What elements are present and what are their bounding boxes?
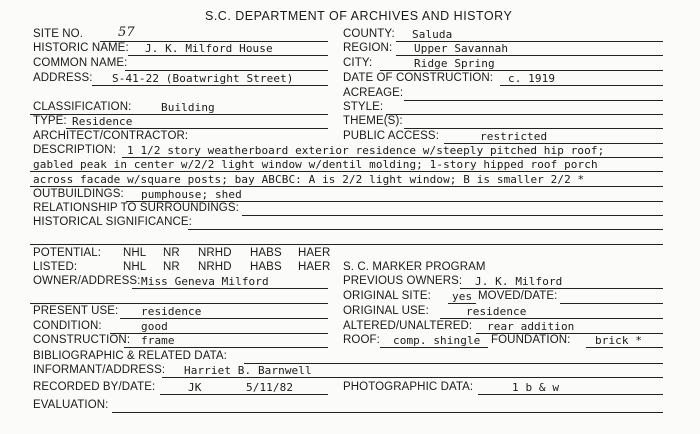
roof-line — [380, 347, 488, 348]
outbuildings-value[interactable]: pumphouse; shed — [141, 188, 242, 201]
significance-line-2 — [30, 244, 663, 245]
address-label: ADDRESS: — [33, 72, 93, 84]
city-line — [380, 70, 663, 71]
listed-label: LISTED: — [33, 261, 78, 273]
classification-label: CLASSIFICATION: — [33, 101, 132, 113]
recorded-label: RECORDED BY/DATE: — [33, 381, 156, 393]
description-label: DESCRIPTION: — [33, 144, 116, 156]
roof-value[interactable]: comp. shingle — [393, 334, 481, 347]
photographic-value[interactable]: 1 b & w — [512, 381, 560, 394]
bibliographic-label: BIBLIOGRAPHIC & RELATED DATA: — [33, 350, 227, 362]
condition-label: CONDITION: — [33, 320, 102, 332]
style-line — [386, 114, 663, 115]
style-label: STYLE: — [343, 101, 384, 113]
address-value[interactable]: S-41-22 (Boatwright Street) — [112, 72, 294, 85]
condition-value[interactable]: good — [141, 320, 168, 333]
informant-label: INFORMANT/ADDRESS: — [33, 364, 166, 376]
listed-nrhd[interactable]: NRHD — [198, 261, 232, 273]
informant-value[interactable]: Harriet B. Barnwell — [184, 364, 312, 377]
region-value[interactable]: Upper Savannah — [414, 42, 509, 55]
type-line — [66, 128, 328, 129]
previous-owners-line — [460, 288, 663, 289]
description-rule-2 — [30, 171, 663, 172]
classification-value[interactable]: Building — [161, 101, 215, 114]
construction-value[interactable]: frame — [141, 334, 175, 347]
date-construction-line — [500, 85, 663, 86]
architect-label: ARCHITECT/CONTRACTOR: — [33, 130, 189, 142]
original-site-label: ORIGINAL SITE: — [343, 290, 431, 302]
region-label: REGION: — [343, 42, 393, 54]
common-name-label: COMMON NAME: — [33, 57, 128, 69]
potential-haer[interactable]: HAER — [298, 247, 331, 259]
type-value[interactable]: Residence — [72, 115, 133, 128]
original-use-label: ORIGINAL USE: — [343, 305, 429, 317]
theme-label: THEME(S): — [343, 115, 403, 127]
listed-nr[interactable]: NR — [163, 261, 180, 273]
potential-nr[interactable]: NR — [163, 247, 180, 259]
acreage-label: ACREAGE: — [343, 87, 404, 99]
foundation-label: FOUNDATION: — [491, 334, 571, 346]
listed-nhl[interactable]: NHL — [123, 261, 147, 273]
listed-haer[interactable]: HAER — [298, 261, 331, 273]
foundation-value[interactable]: brick * — [595, 334, 643, 347]
construction-line — [124, 347, 328, 348]
evaluation-label: EVALUATION: — [33, 399, 109, 411]
roof-label: ROOF: — [343, 334, 380, 346]
previous-owners-value[interactable]: J. K. Milford — [475, 275, 563, 288]
owner-value[interactable]: Miss Geneva Milford — [141, 275, 269, 288]
date-construction-value[interactable]: c. 1919 — [508, 72, 556, 85]
moved-date-label: MOVED/DATE: — [478, 290, 558, 302]
significance-label: HISTORICAL SIGNIFICANCE: — [33, 216, 192, 228]
public-access-label: PUBLIC ACCESS: — [343, 130, 439, 142]
original-use-value[interactable]: residence — [466, 305, 527, 318]
previous-owners-label: PREVIOUS OWNERS: — [343, 275, 463, 287]
description-line-2[interactable]: gabled peak in center w/2/2 light window w/dentil molding; 1-story hipped roof porch — [33, 158, 598, 171]
county-value[interactable]: Saluda — [412, 28, 453, 41]
original-use-line — [440, 318, 663, 319]
description-line-1[interactable]: 1 1/2 story weatherboard exterior residence w/steeply pitched hip roof; — [127, 144, 605, 157]
original-site-line — [448, 303, 476, 304]
county-label: COUNTY: — [343, 28, 395, 40]
significance-line-1 — [188, 229, 663, 230]
informant-line — [162, 377, 663, 378]
site-no-value[interactable]: 57 — [118, 25, 135, 40]
recorded-initials[interactable]: JK — [188, 381, 202, 394]
acreage-line — [404, 100, 663, 101]
recorded-date[interactable]: 5/11/82 — [246, 381, 294, 394]
relationship-label: RELATIONSHIP TO SURROUNDINGS: — [33, 202, 239, 214]
present-use-value[interactable]: residence — [141, 305, 202, 318]
listed-habs[interactable]: HABS — [250, 261, 282, 273]
construction-label: CONSTRUCTION: — [33, 334, 131, 346]
card-title: S.C. DEPARTMENT OF ARCHIVES AND HISTORY — [205, 9, 513, 23]
evaluation-line — [112, 412, 663, 413]
photographic-line — [478, 394, 663, 395]
region-line — [396, 55, 663, 56]
public-access-value[interactable]: restricted — [480, 130, 548, 143]
potential-habs[interactable]: HABS — [250, 247, 282, 259]
historic-name-line — [128, 55, 328, 56]
photographic-label: PHOTOGRAPHIC DATA: — [343, 381, 474, 393]
owner-line — [132, 288, 328, 289]
present-use-line — [120, 318, 328, 319]
moved-date-line — [560, 303, 663, 304]
type-label: TYPE: — [33, 115, 67, 127]
outbuildings-label: OUTBUILDINGS: — [33, 188, 124, 200]
address-line — [92, 85, 328, 86]
theme-line — [404, 128, 663, 129]
potential-label: POTENTIAL: — [33, 247, 102, 259]
relationship-line — [242, 215, 663, 216]
potential-nhl[interactable]: NHL — [123, 247, 147, 259]
date-construction-label: DATE OF CONSTRUCTION: — [343, 72, 494, 84]
original-site-value[interactable]: yes — [452, 290, 473, 303]
recorded-line — [160, 394, 328, 395]
marker-program-label: S. C. MARKER PROGRAM — [343, 261, 486, 273]
altered-value[interactable]: rear addition — [487, 320, 575, 333]
description-rule-3 — [30, 186, 663, 187]
description-line-3[interactable]: across facade w/square posts; bay ABCBC: A is 2/2 light window; B is smaller 2/2 * — [33, 173, 585, 186]
common-name-line — [125, 70, 328, 71]
owner-label: OWNER/ADDRESS: — [33, 275, 141, 287]
city-label: CITY: — [343, 57, 373, 69]
historic-name-label: HISTORIC NAME: — [33, 42, 129, 54]
city-value[interactable]: Ridge Spring — [414, 57, 495, 70]
altered-label: ALTERED/UNALTERED: — [343, 320, 473, 332]
owner-line-2 — [30, 303, 328, 304]
site-no-label: SITE NO. — [33, 28, 84, 40]
historic-name-value[interactable]: J. K. Milford House — [145, 42, 273, 55]
potential-nrhd[interactable]: NRHD — [198, 247, 232, 259]
present-use-label: PRESENT USE: — [33, 305, 119, 317]
foundation-line — [586, 347, 663, 348]
